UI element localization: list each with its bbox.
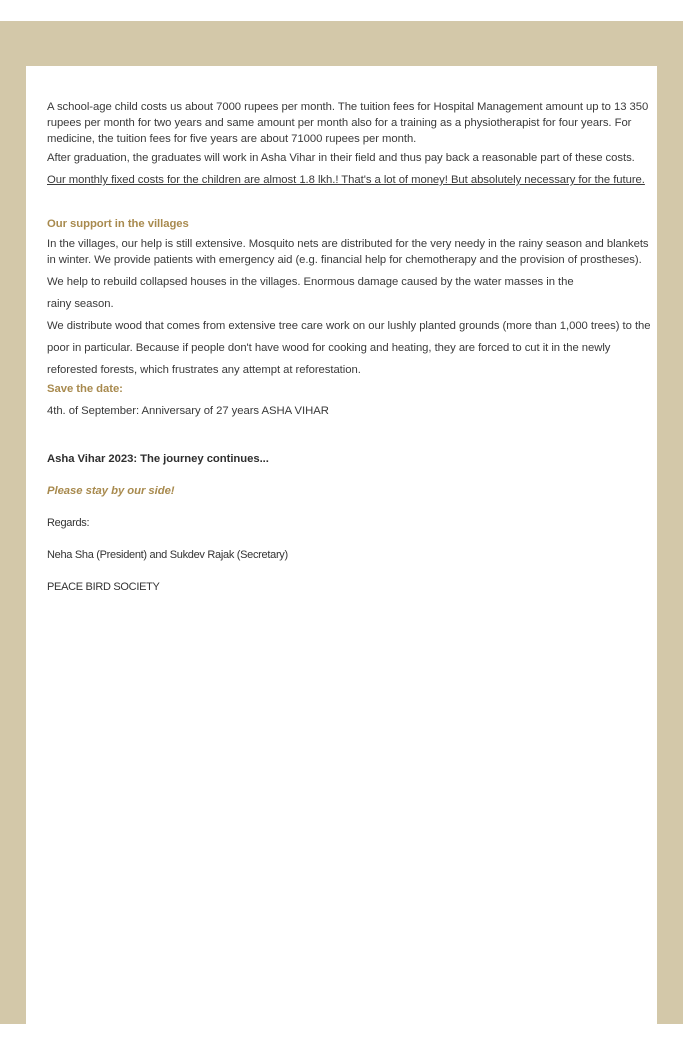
rebuild-houses-line: We help to rebuild collapsed houses in the villages. Enormous damage caused by the water masses in the: [47, 276, 574, 288]
regards-label: Regards:: [47, 517, 90, 529]
villages-aid-paragraph: In the villages, our help is still extensive. Mosquito nets are distributed for the very needy in the rainy season and blankets in winter. We provide patients with emergency aid (e.g. financial help for chemotherapy and the provision of prostheses).: [47, 238, 649, 266]
document-page: [26, 66, 657, 1043]
villages-heading: Our support in the villages: [47, 218, 189, 230]
wood-distribution-paragraph: We distribute wood that comes from extensive tree care work on our lushly planted grounds (more than 1,000 trees) to the poor in particular. Because if people don't have wood for cooking and heating, they are forced to cut it in the newly reforested forests, which frustrates any attempt at reforestation.: [47, 320, 651, 376]
journey-statement: Asha Vihar 2023: The journey continues...: [47, 453, 269, 465]
organization-name: PEACE BIRD SOCIETY: [47, 581, 160, 593]
fixed-costs-statement: Our monthly fixed costs for the children are almost 1.8 lkh.! That's a lot of money! But absolutely necessary for the future.: [47, 174, 645, 186]
save-the-date-heading: Save the date:: [47, 383, 123, 395]
costs-paragraph: A school-age child costs us about 7000 rupees per month. The tuition fees for Hospital Management amount up to 13 350 rupees per month for two years and same amount per month also for a training as a physiotherapist for four years. For medicine, the tuition fees for five years are about 71000 rupees per month.: [47, 101, 649, 145]
document-content: [47, 99, 657, 595]
rebuild-houses-line-2: rainy season.: [47, 298, 114, 310]
page-frame: [0, 21, 683, 1024]
signatories: Neha Sha (President) and Sukdev Rajak (Secretary): [47, 549, 288, 561]
appeal-statement: Please stay by our side!: [47, 485, 175, 497]
graduates-paragraph: After graduation, the graduates will work in Asha Vihar in their field and thus pay back a reasonable part of these costs.: [47, 152, 635, 164]
anniversary-date: 4th. of September: Anniversary of 27 years ASHA VIHAR: [47, 405, 329, 417]
